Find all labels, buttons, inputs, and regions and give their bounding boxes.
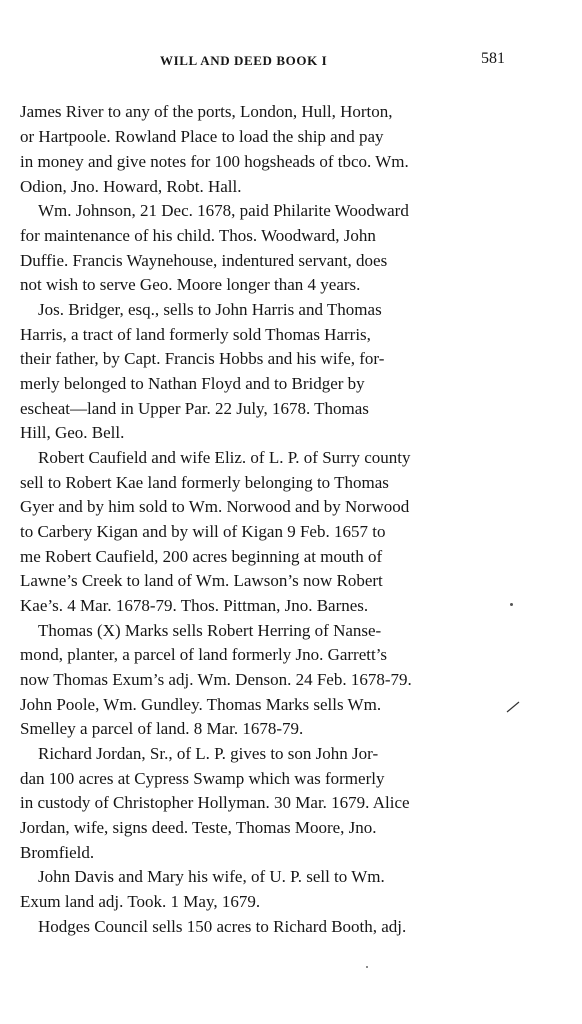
- text-line: Exum land adj. Took. 1 May, 1679.: [20, 892, 261, 911]
- text-line: Wm. Johnson, 21 Dec. 1678, paid Philarite Woodward: [38, 201, 409, 220]
- text-line: not wish to serve Geo. Moore longer than 4 years.: [20, 275, 361, 294]
- speck-mark: [510, 603, 513, 606]
- text-line: Bromfield.: [20, 843, 95, 862]
- text-line: Duffie. Francis Waynehouse, indentured servant, does: [20, 251, 388, 270]
- text-line: Thomas (X) Marks sells Robert Herring of Nanse-: [38, 621, 382, 640]
- text-line: escheat—land in Upper Par. 22 July, 1678. Thomas: [20, 399, 369, 418]
- text-line: dan 100 acres at Cypress Swamp which was formerly: [20, 769, 385, 788]
- text-line: Robert Caufield and wife Eliz. of L. P. of Surry county: [38, 448, 411, 467]
- text-line: Lawne’s Creek to land of Wm. Lawson’s now Robert: [20, 571, 383, 590]
- page-number: 581: [481, 50, 505, 67]
- text-line: to Carbery Kigan and by will of Kigan 9 Feb. 1657 to: [20, 522, 386, 541]
- speck-mark: [366, 966, 368, 968]
- text-line: in money and give notes for 100 hogsheads of tbco. Wm.: [20, 152, 409, 171]
- text-line: Hodges Council sells 150 acres to Richard Booth, adj.: [38, 917, 407, 936]
- text-line: Kae’s. 4 Mar. 1678-79. Thos. Pittman, Jno. Barnes.: [20, 596, 369, 615]
- text-line: sell to Robert Kae land formerly belonging to Thomas: [20, 473, 389, 492]
- margin-pencil-mark: [506, 700, 520, 714]
- text-line: in custody of Christopher Hollyman. 30 Mar. 1679. Alice: [20, 793, 410, 812]
- text-line: their father, by Capt. Francis Hobbs and his wife, for-: [20, 349, 385, 368]
- text-line: for maintenance of his child. Thos. Woodward, John: [20, 226, 376, 245]
- text-line: Harris, a tract of land formerly sold Thomas Harris,: [20, 325, 371, 344]
- text-line: Hill, Geo. Bell.: [20, 423, 125, 442]
- text-line: mond, planter, a parcel of land formerly Jno. Garrett’s: [20, 645, 388, 664]
- text-line: merly belonged to Nathan Floyd and to Bridger by: [20, 374, 365, 393]
- text-line: Gyer and by him sold to Wm. Norwood and by Norwood: [20, 497, 410, 516]
- text-line: now Thomas Exum’s adj. Wm. Denson. 24 Feb. 1678-79.: [20, 670, 412, 689]
- text-line: John Poole, Wm. Gundley. Thomas Marks sells Wm.: [20, 695, 382, 714]
- text-line: Smelley a parcel of land. 8 Mar. 1678-79.: [20, 719, 304, 738]
- text-line: me Robert Caufield, 200 acres beginning at mouth of: [20, 547, 383, 566]
- text-line: Jos. Bridger, esq., sells to John Harris and Thomas: [38, 300, 382, 319]
- text-line: Jordan, wife, signs deed. Teste, Thomas Moore, Jno.: [20, 818, 377, 837]
- text-line: Odion, Jno. Howard, Robt. Hall.: [20, 177, 242, 196]
- running-head: WILL AND DEED BOOK I: [160, 53, 328, 68]
- text-line: John Davis and Mary his wife, of U. P. sell to Wm.: [38, 867, 385, 886]
- text-line: James River to any of the ports, London, Hull, Horton,: [20, 102, 393, 121]
- text-line: Richard Jordan, Sr., of L. P. gives to son John Jor-: [38, 744, 379, 763]
- text-line: or Hartpoole. Rowland Place to load the ship and pay: [20, 127, 384, 146]
